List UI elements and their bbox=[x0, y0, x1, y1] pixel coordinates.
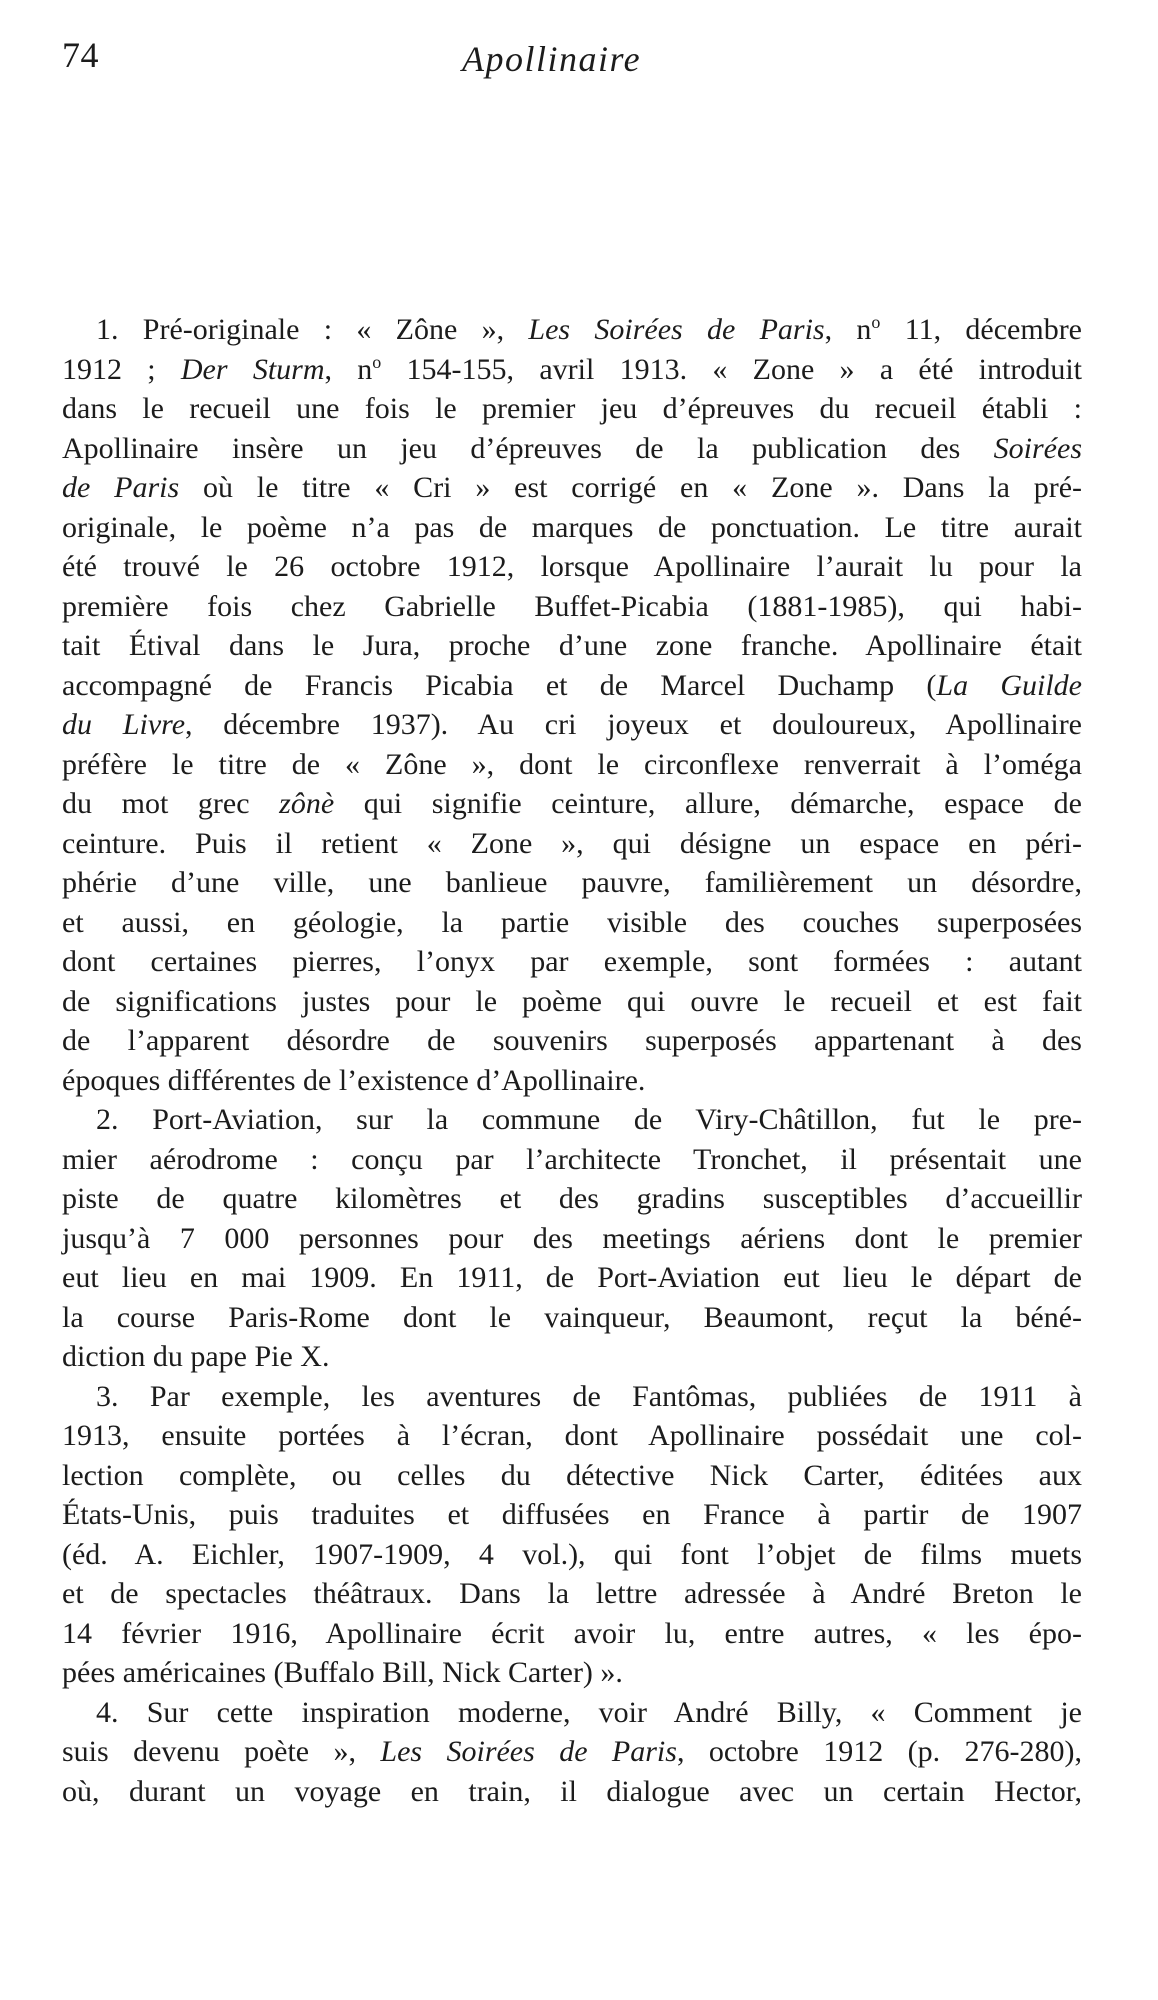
text-segment: où le titre « Cri » est corrigé en « Zone ». Dans la pré- bbox=[179, 471, 1082, 504]
text-segment: 1912 ; bbox=[62, 352, 181, 386]
text-line bbox=[62, 1693, 1082, 1733]
text-segment: la course Paris-Rome dont le vainqueur, Beaumont, reçut la béné- bbox=[62, 1300, 1082, 1334]
text-line bbox=[62, 587, 1082, 627]
text-segment: accompagné de Francis Picabia et de Marcel Duchamp ( bbox=[62, 668, 937, 702]
text-line bbox=[62, 1495, 1082, 1535]
text-segment: Apollinaire insère un jeu d’épreuves de la publication des bbox=[62, 431, 994, 465]
text-line bbox=[62, 666, 1082, 706]
text-segment: pées américaines (Buffalo Bill, Nick Carter) ». bbox=[62, 1656, 623, 1689]
text-segment: de l’apparent désordre de souvenirs superposés appartenant à des bbox=[62, 1024, 1082, 1057]
text-line bbox=[62, 745, 1082, 785]
italic-text: Les Soirées de Paris bbox=[380, 1735, 677, 1768]
text-segment: originale, le poème n’a pas de marques de ponctuation. Le titre aurait bbox=[62, 510, 1082, 544]
text-line bbox=[62, 1337, 1082, 1377]
text-line bbox=[62, 1377, 1082, 1417]
text-line bbox=[62, 942, 1082, 982]
text-segment: 3. Par exemple, les aventures de Fantômas, publiées de 1911 à bbox=[96, 1379, 1082, 1413]
italic-text: zônè bbox=[279, 787, 335, 820]
page-number: 74 bbox=[62, 35, 99, 75]
italic-text: du Livre bbox=[62, 708, 186, 741]
text-segment: ceinture. Puis il retient « Zone », qui désigne un espace en péri- bbox=[62, 826, 1082, 860]
text-segment: piste de quatre kilomètres et des gradins susceptibles d’accueillir bbox=[62, 1182, 1082, 1215]
text-segment: , n bbox=[324, 352, 373, 386]
text-segment: première fois chez Gabrielle Buffet-Picabia (1881-1985), qui habi- bbox=[62, 589, 1082, 623]
text-segment: , n bbox=[824, 313, 872, 346]
text-segment: qui signifie ceinture, allure, démarche, espace de bbox=[334, 787, 1082, 820]
text-segment: 4. Sur cette inspiration moderne, voir André Billy, « Comment je bbox=[96, 1695, 1082, 1729]
text-segment: et aussi, en géologie, la partie visible des couches superposées bbox=[62, 905, 1082, 939]
text-segment: dont certaines pierres, l’onyx par exemple, sont formées : autant bbox=[62, 945, 1082, 978]
text-segment: préfère le titre de « Zône », dont le circonflexe renverrait à l’oméga bbox=[62, 747, 1082, 781]
text-line bbox=[62, 310, 1082, 350]
text-segment: suis devenu poète », bbox=[62, 1735, 381, 1768]
text-line bbox=[62, 1179, 1082, 1219]
text-line bbox=[62, 784, 1082, 824]
text-segment: où, durant un voyage en train, il dialogue avec un certain Hector, bbox=[62, 1774, 1082, 1808]
text-line bbox=[62, 1061, 1082, 1101]
text-line bbox=[62, 1574, 1082, 1614]
italic-text: Soirées bbox=[993, 431, 1082, 465]
text-segment: été trouvé le 26 octobre 1912, lorsque Apollinaire l’aurait lu pour la bbox=[62, 550, 1082, 583]
text-line bbox=[62, 429, 1082, 469]
italic-text: de Paris bbox=[62, 471, 180, 504]
italic-text: Les Soirées de Paris bbox=[528, 313, 825, 346]
text-line bbox=[62, 1614, 1082, 1654]
text-segment: phérie d’une ville, une banlieue pauvre, familièrement un désordre, bbox=[62, 866, 1082, 899]
text-segment: 2. Port-Aviation, sur la commune de Viry-Châtillon, fut le pre- bbox=[96, 1103, 1082, 1136]
running-head bbox=[62, 34, 1082, 94]
text-segment: diction du pape Pie X. bbox=[62, 1340, 330, 1373]
text-line bbox=[62, 1298, 1082, 1338]
superscript: o bbox=[871, 312, 881, 332]
text-segment: jusqu’à 7 000 personnes pour des meetings aériens dont le premier bbox=[62, 1221, 1082, 1255]
text-line bbox=[62, 824, 1082, 864]
text-segment: 1913, ensuite portées à l’écran, dont Apollinaire possédait une col- bbox=[62, 1419, 1082, 1452]
text-line bbox=[62, 1258, 1082, 1298]
endnotes bbox=[62, 310, 1082, 1811]
text-line bbox=[62, 547, 1082, 587]
text-segment: 1. Pré-originale : « Zône », bbox=[96, 313, 529, 346]
italic-text: Der Sturm bbox=[180, 352, 325, 386]
text-line bbox=[62, 626, 1082, 666]
text-line bbox=[62, 350, 1082, 390]
running-title: Apollinaire bbox=[462, 39, 642, 79]
text-line bbox=[62, 903, 1082, 943]
text-line bbox=[62, 1772, 1082, 1812]
superscript: o bbox=[372, 351, 382, 372]
text-segment: de significations justes pour le poème qui ouvre le recueil et est fait bbox=[62, 984, 1082, 1018]
text-line bbox=[62, 1021, 1082, 1061]
text-line bbox=[62, 1653, 1082, 1693]
text-segment: dans le recueil une fois le premier jeu d’épreuves du recueil établi : bbox=[62, 392, 1082, 425]
text-segment: , octobre 1912 (p. 276-280), bbox=[676, 1735, 1082, 1768]
text-line bbox=[62, 1456, 1082, 1496]
text-segment: lection complète, ou celles du détective Nick Carter, éditées aux bbox=[62, 1458, 1082, 1492]
text-line bbox=[62, 508, 1082, 548]
text-line bbox=[62, 705, 1082, 745]
text-line bbox=[62, 389, 1082, 429]
text-segment: et de spectacles théâtraux. Dans la lettre adressée à André Breton le bbox=[62, 1577, 1082, 1610]
text-segment: mier aérodrome : conçu par l’architecte Tronchet, il présentait une bbox=[62, 1142, 1082, 1176]
text-segment: 14 février 1916, Apollinaire écrit avoir lu, entre autres, « les épo- bbox=[62, 1616, 1082, 1650]
text-segment: , décembre 1937). Au cri joyeux et douloureux, Apollinaire bbox=[185, 708, 1083, 741]
text-segment: (éd. A. Eichler, 1907-1909, 4 vol.), qui font l’objet de films muets bbox=[62, 1537, 1082, 1571]
text-line bbox=[62, 1140, 1082, 1180]
text-segment: du mot grec bbox=[62, 787, 280, 820]
italic-text: La Guilde bbox=[936, 668, 1082, 702]
text-line bbox=[62, 863, 1082, 903]
text-segment: États-Unis, puis traduites et diffusées en France à partir de 1907 bbox=[62, 1498, 1082, 1531]
text-line bbox=[62, 1732, 1082, 1772]
text-segment: tait Étival dans le Jura, proche d’une zone franche. Apollinaire était bbox=[62, 629, 1082, 662]
text-line bbox=[62, 1535, 1082, 1575]
text-line bbox=[62, 1416, 1082, 1456]
text-line bbox=[62, 982, 1082, 1022]
text-line bbox=[62, 468, 1082, 508]
text-segment: 11, décembre bbox=[880, 313, 1082, 346]
text-line bbox=[62, 1100, 1082, 1140]
text-segment: eut lieu en mai 1909. En 1911, de Port-Aviation eut lieu le départ de bbox=[62, 1261, 1082, 1294]
text-segment: époques différentes de l’existence d’Apollinaire. bbox=[62, 1063, 646, 1097]
text-segment: 154-155, avril 1913. « Zone » a été introduit bbox=[381, 352, 1082, 386]
text-line bbox=[62, 1219, 1082, 1259]
